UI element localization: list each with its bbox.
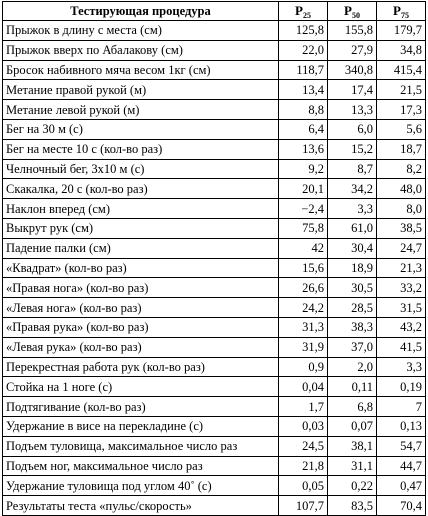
- p50-cell: 38,1: [328, 436, 377, 456]
- p25-cell: 9,2: [279, 159, 328, 179]
- p25-cell: 21,8: [279, 456, 328, 476]
- p50-cell: 6,0: [328, 119, 377, 139]
- procedure-cell: Прыжок вверх по Абалакову (см): [3, 40, 279, 60]
- p50-cell: 0,11: [328, 377, 377, 397]
- p75-cell: 44,7: [377, 456, 426, 476]
- procedure-cell: «Квадрат» (кол-во раз): [3, 258, 279, 278]
- procedure-cell: Метание левой рукой (м): [3, 100, 279, 120]
- p75-cell: 70,4: [377, 496, 426, 516]
- p75-cell: 38,5: [377, 218, 426, 238]
- p25-cell: 0,05: [279, 476, 328, 496]
- procedure-cell: Метание правой рукой (м): [3, 80, 279, 100]
- p75-cell: 21,3: [377, 258, 426, 278]
- table-row: [3, 337, 426, 357]
- p25-cell: 24,2: [279, 298, 328, 318]
- p50-cell: 61,0: [328, 218, 377, 238]
- header-procedure: Тестирующая процедура: [3, 2, 279, 21]
- table-row: [3, 416, 426, 436]
- p75-cell: 3,3: [377, 357, 426, 377]
- table-body: [3, 21, 426, 516]
- procedure-cell: Выкрут рук (см): [3, 218, 279, 238]
- procedure-cell: «Правая нога» (кол-во раз): [3, 278, 279, 298]
- p25-cell: 13,6: [279, 139, 328, 159]
- p25-cell: 0,04: [279, 377, 328, 397]
- table-row: [3, 278, 426, 298]
- table-row: [3, 436, 426, 456]
- p25-cell: 8,8: [279, 100, 328, 120]
- p75-cell: 24,7: [377, 238, 426, 258]
- table-row: [3, 21, 426, 41]
- p25-cell: 0,9: [279, 357, 328, 377]
- p50-cell: 15,2: [328, 139, 377, 159]
- table-row: [3, 119, 426, 139]
- p75-cell: 54,7: [377, 436, 426, 456]
- p25-cell: −2,4: [279, 199, 328, 219]
- p50-cell: 2,0: [328, 357, 377, 377]
- p50-cell: 18,9: [328, 258, 377, 278]
- p25-cell: 107,7: [279, 496, 328, 516]
- table-row: [3, 317, 426, 337]
- p25-cell: 20,1: [279, 179, 328, 199]
- percentile-table: [2, 1, 426, 516]
- p25-cell: 0,03: [279, 416, 328, 436]
- p50-cell: 17,4: [328, 80, 377, 100]
- procedure-cell: Скакалка, 20 с (кол-во раз): [3, 179, 279, 199]
- procedure-cell: Результаты теста «пульс/скорость»: [3, 496, 279, 516]
- procedure-cell: Удержание в висе на перекладине (с): [3, 416, 279, 436]
- procedure-cell: Подъем ног, максимальное число раз: [3, 456, 279, 476]
- p75-cell: 8,2: [377, 159, 426, 179]
- procedure-cell: Удержание туловища под углом 40˚ (с): [3, 476, 279, 496]
- p75-cell: 0,47: [377, 476, 426, 496]
- header-p50-sub: 50: [351, 11, 360, 20]
- table-row: [3, 159, 426, 179]
- p25-cell: 1,7: [279, 397, 328, 417]
- p50-cell: 27,9: [328, 40, 377, 60]
- p50-cell: 8,7: [328, 159, 377, 179]
- table-row: [3, 179, 426, 199]
- table-row: [3, 397, 426, 417]
- p75-cell: 415,4: [377, 60, 426, 80]
- p75-cell: 0,19: [377, 377, 426, 397]
- table-row: [3, 456, 426, 476]
- p50-cell: 28,5: [328, 298, 377, 318]
- p25-cell: 26,6: [279, 278, 328, 298]
- table-row: [3, 218, 426, 238]
- p75-cell: 41,5: [377, 337, 426, 357]
- p25-cell: 6,4: [279, 119, 328, 139]
- table-row: [3, 476, 426, 496]
- table-row: [3, 139, 426, 159]
- procedure-cell: «Правая рука» (кол-во раз): [3, 317, 279, 337]
- p50-cell: 340,8: [328, 60, 377, 80]
- p50-cell: 155,8: [328, 21, 377, 41]
- p50-cell: 0,22: [328, 476, 377, 496]
- header-p50: [328, 2, 377, 21]
- header-p25-sub: 25: [302, 11, 311, 20]
- p50-cell: 13,3: [328, 100, 377, 120]
- table-row: [3, 199, 426, 219]
- p25-cell: 42: [279, 238, 328, 258]
- p75-cell: 33,2: [377, 278, 426, 298]
- p25-cell: 125,8: [279, 21, 328, 41]
- header-p25-base: P: [295, 3, 303, 18]
- p25-cell: 31,9: [279, 337, 328, 357]
- header-p50-base: P: [344, 3, 352, 18]
- procedure-cell: Подъем туловища, максимальное число раз: [3, 436, 279, 456]
- table-row: [3, 238, 426, 258]
- p75-cell: 48,0: [377, 179, 426, 199]
- p50-cell: 30,4: [328, 238, 377, 258]
- p50-cell: 34,2: [328, 179, 377, 199]
- p75-cell: 31,5: [377, 298, 426, 318]
- p25-cell: 13,4: [279, 80, 328, 100]
- p75-cell: 7: [377, 397, 426, 417]
- p25-cell: 75,8: [279, 218, 328, 238]
- procedure-cell: Бросок набивного мяча весом 1кг (см): [3, 60, 279, 80]
- table-row: [3, 298, 426, 318]
- table-header-row: [3, 2, 426, 21]
- p25-cell: 118,7: [279, 60, 328, 80]
- p50-cell: 6,8: [328, 397, 377, 417]
- p75-cell: 34,8: [377, 40, 426, 60]
- p50-cell: 0,07: [328, 416, 377, 436]
- p50-cell: 30,5: [328, 278, 377, 298]
- p75-cell: 5,6: [377, 119, 426, 139]
- p75-cell: 43,2: [377, 317, 426, 337]
- header-p75: [377, 2, 426, 21]
- table-row: [3, 80, 426, 100]
- p25-cell: 24,5: [279, 436, 328, 456]
- header-p25: [279, 2, 328, 21]
- procedure-cell: Падение палки (см): [3, 238, 279, 258]
- table-row: [3, 258, 426, 278]
- p75-cell: 8,0: [377, 199, 426, 219]
- procedure-cell: «Левая рука» (кол-во раз): [3, 337, 279, 357]
- p50-cell: 31,1: [328, 456, 377, 476]
- p50-cell: 38,3: [328, 317, 377, 337]
- p50-cell: 83,5: [328, 496, 377, 516]
- procedure-cell: «Левая нога» (кол-во раз): [3, 298, 279, 318]
- procedure-cell: Стойка на 1 ноге (с): [3, 377, 279, 397]
- header-p75-sub: 75: [400, 11, 409, 20]
- procedure-cell: Наклон вперед (см): [3, 199, 279, 219]
- table-row: [3, 40, 426, 60]
- p75-cell: 17,3: [377, 100, 426, 120]
- procedure-cell: Подтягивание (кол-во раз): [3, 397, 279, 417]
- table-row: [3, 496, 426, 516]
- p50-cell: 3,3: [328, 199, 377, 219]
- procedure-cell: Бег на месте 10 с (кол-во раз): [3, 139, 279, 159]
- p25-cell: 15,6: [279, 258, 328, 278]
- table-row: [3, 100, 426, 120]
- table-row: [3, 377, 426, 397]
- p50-cell: 37,0: [328, 337, 377, 357]
- procedure-cell: Челночный бег, 3х10 м (с): [3, 159, 279, 179]
- procedure-cell: Бег на 30 м (с): [3, 119, 279, 139]
- p25-cell: 22,0: [279, 40, 328, 60]
- p75-cell: 179,7: [377, 21, 426, 41]
- p75-cell: 0,13: [377, 416, 426, 436]
- p75-cell: 21,5: [377, 80, 426, 100]
- p25-cell: 31,3: [279, 317, 328, 337]
- procedure-cell: Перекрестная работа рук (кол-во раз): [3, 357, 279, 377]
- table-row: [3, 357, 426, 377]
- table-row: [3, 60, 426, 80]
- header-p75-base: P: [393, 3, 401, 18]
- p75-cell: 18,7: [377, 139, 426, 159]
- procedure-cell: Прыжок в длину с места (см): [3, 21, 279, 41]
